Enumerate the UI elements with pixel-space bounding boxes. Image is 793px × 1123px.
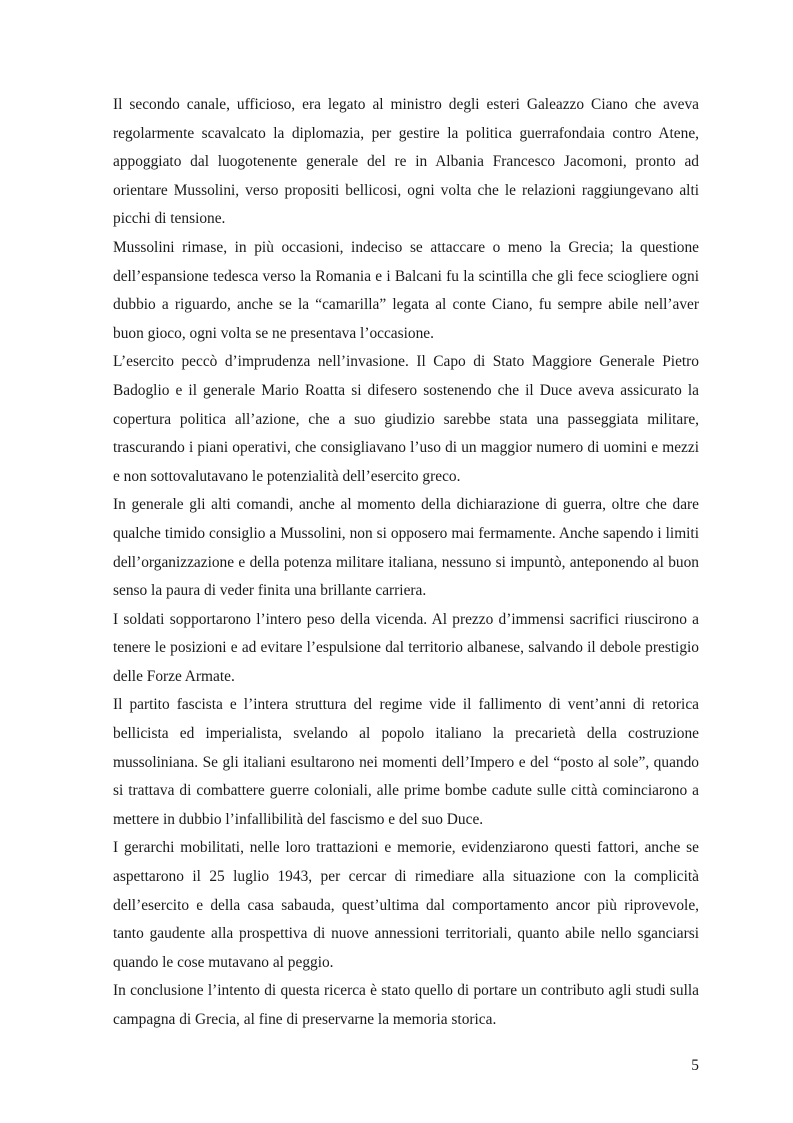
paragraph-gerarchi: I gerarchi mobilitati, nelle loro trattazioni e memorie, evidenziarono questi fattori, anche se aspettarono il 25 luglio 1943, per cercar di rimediare alla situazione con la complicità dell’esercito e della casa sabauda, quest’ultima dal comportamento ancor più riprovevole, tanto gaudente alla prospettiva di nuove annessioni territoriali, quanto abile nello sganciarsi quando le cose mutavano al peggio. (113, 839, 699, 971)
paragraph-soldiers: I soldati sopportarono l’intero peso della vicenda. Al prezzo d’immensi sacrifici riuscirono a tenere le posizioni e ad evitare l’espulsione dal territorio albanese, salvando il debole prestigio delle Forze Armate. (113, 610, 699, 685)
document-body (113, 91, 699, 1035)
paragraph-fascist-party: Il partito fascista e l’intera struttura del regime vide il fallimento di vent’anni di retorica bellicista ed imperialista, svelando al popolo italiano la precarietà della costruzione mussoliniana. Se gli italiani esultarono nei momenti dell’Impero e del “posto al sole”, quando si trattava di combattere guerre coloniali, alle prime bombe cadute sulle città cominciarono a mettere in dubbio l’infallibilità del fascismo e del suo Duce. (113, 696, 699, 828)
paragraph-mussolini-indecision: Mussolini rimase, in più occasioni, indeciso se attaccare o meno la Grecia; la questione dell’espansione tedesca verso la Romania e i Balcani fu la scintilla che gli fece sciogliere ogni dubbio a riguardo, anche se la “camarilla” legata al conte Ciano, fu sempre abile nell’aver buon gioco, ogni volta se ne presentava l’occasione. (113, 238, 699, 342)
paragraph-army-imprudence: L’esercito peccò d’imprudenza nell’invasione. Il Capo di Stato Maggiore Generale Pietro Badoglio e il generale Mario Roatta si difesero sostenendo che il Duce aveva assicurato la copertura politica all’azione, che a suo giudizio sarebbe stata una passeggiata militare, trascurando i piani operativi, che consigliavano l’uso di un maggior numero di uomini e mezzi e non sottovalutavano le potenzialità dell’esercito greco. (113, 353, 699, 485)
page-number: 5 (691, 1057, 699, 1074)
paragraph-high-command: In generale gli alti comandi, anche al momento della dichiarazione di guerra, oltre che dare qualche timido consiglio a Mussolini, non si opposero mai fermamente. Anche sapendo i limiti dell’organizzazione e della potenza militare italiana, nessuno si impuntò, anteponendo al buon senso la paura di veder finita una brillante carriera. (113, 496, 699, 600)
paragraph-conclusion: In conclusione l’intento di questa ricerca è stato quello di portare un contributo agli studi sulla campagna di Grecia, al fine di preservarne la memoria storica. (113, 982, 699, 1028)
paragraph-ciano-channel: Il secondo canale, ufficioso, era legato al ministro degli esteri Galeazzo Ciano che aveva regolarmente scavalcato la diplomazia, per gestire la politica guerrafondaia contro Atene, appoggiato dal luogotenente generale del re in Albania Francesco Jacomoni, pronto ad orientare Mussolini, verso propositi bellicosi, ogni volta che le relazioni raggiungevano alti picchi di tensione. (113, 96, 699, 228)
